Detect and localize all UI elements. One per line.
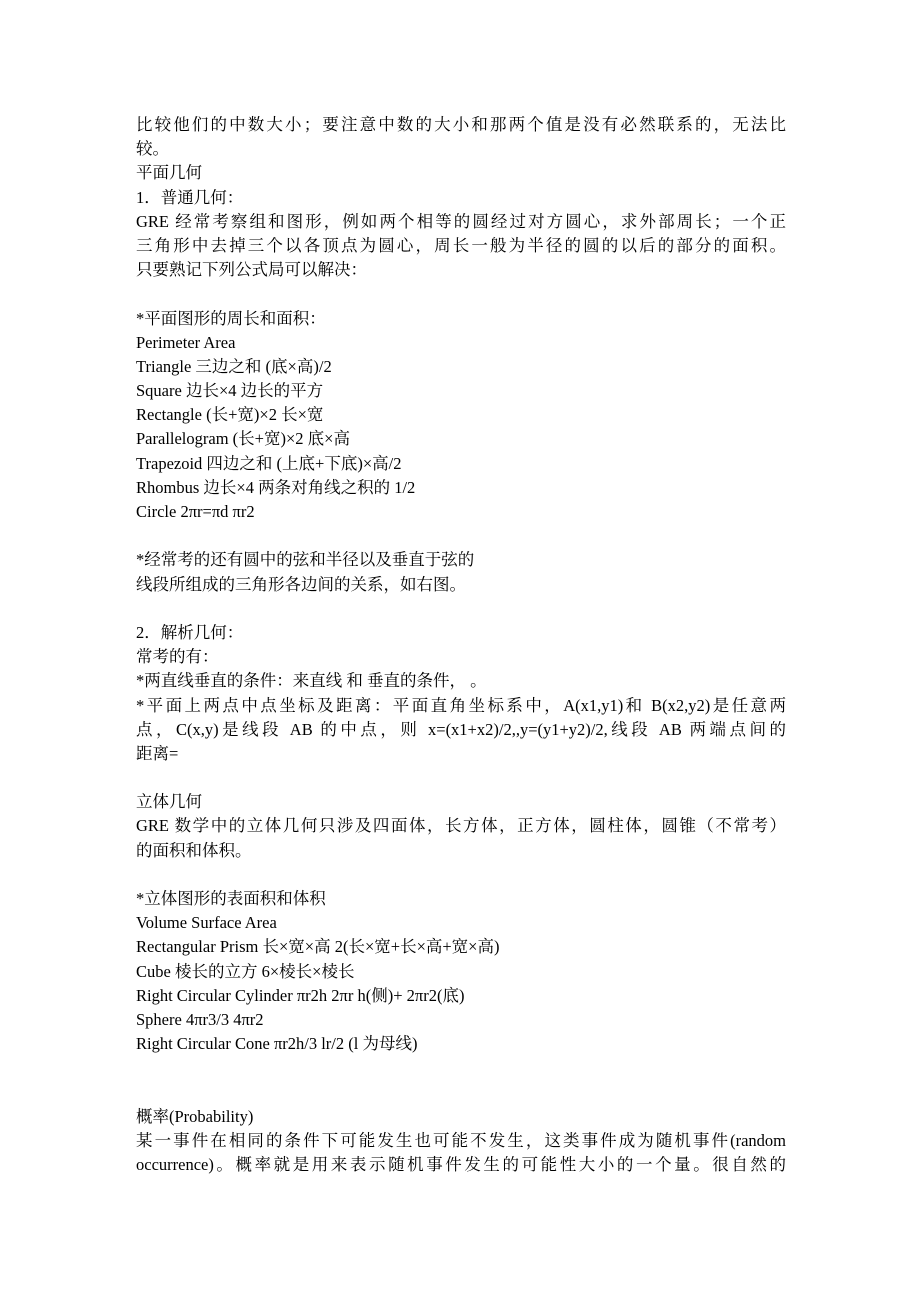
formula-row-circle: Circle 2πr=πd πr2 [136,502,255,521]
formula-row-cone: Right Circular Cone πr2h/3 lr/2 (l 为母线) [136,1034,418,1054]
blank-line [136,1056,786,1104]
formula-row-sphere: Sphere 4πr3/3 4πr2 [136,1009,264,1029]
formula-table-header: Volume Surface Area [136,913,277,933]
formula-row-rhombus: Rhombus 边长×4 两条对角线之积的 1/2 [136,477,416,497]
text-line: 线段所组成的三角形各边间的关系，如右图。 [136,574,466,594]
text-line: 点，C(x,y)是线段 AB 的中点，则 x=(x1+x2)/2,,y=(y1+y2)/2,线段 AB 两端点间的 [136,719,786,739]
text-line: GRE 经常考察组和图形，例如两个相等的圆经过对方圆心，求外部周长；一个正 [136,211,786,231]
text-line: 三角形中去掉三个以各顶点为圆心，周长一般为半径的圆的以后的部分的面积。 [136,235,786,255]
formula-row-cube: Cube 棱长的立方 6×棱长×棱长 [136,961,355,981]
formula-heading-plane: *平面图形的周长和面积： [136,308,326,328]
text-line: 某一事件在相同的条件下可能发生也可能不发生，这类事件成为随机事件(random [136,1130,786,1150]
section-heading-plane-geometry: 平面几何 [136,163,202,183]
formula-heading-solid: *立体图形的表面积和体积 [136,889,326,908]
text-line: occurrence)。概率就是用来表示随机事件发生的可能性大小的一个量。很自然的 [136,1155,786,1175]
section-heading-solid-geometry: 立体几何 [136,792,202,812]
formula-row-rectangular-prism: Rectangular Prism 长×宽×高 2(长×宽+长×高+宽×高) [136,937,500,957]
formula-row-trapezoid: Trapezoid 四边之和 (上底+下底)×高/2 [136,453,402,473]
text-line: 较。 [136,139,169,159]
text-line: 距离= [136,743,179,763]
text-line: *平面上两点中点坐标及距离：平面直角坐标系中，A(x1,y1)和 B(x2,y2)是任意两 [136,695,786,715]
blank-line [136,766,786,790]
subsection-heading-analytic-geometry: 2．解析几何： [136,622,244,642]
formula-row-cylinder: Right Circular Cylinder πr2h 2πr h(侧)+ 2πr2(底) [136,985,465,1005]
formula-table-header: Perimeter Area [136,332,236,352]
section-heading-probability: 概率(Probability) [136,1106,254,1126]
blank-line [136,524,786,548]
blank-line [136,282,786,306]
subsection-heading-general-geometry: 1．普通几何： [136,187,244,207]
text-line: *经常考的还有圆中的弦和半径以及垂直于弦的 [136,550,475,570]
blank-line [136,863,786,887]
formula-row-rectangle: Rectangle (长+宽)×2 长×宽 [136,405,324,425]
text-line: 只要熟记下列公式局可以解决： [136,260,367,280]
formula-row-triangle: Triangle 三边之和 (底×高)/2 [136,356,332,376]
text-line: 比较他们的中数大小；要注意中数的大小和那两个值是没有必然联系的，无法比 [136,115,786,134]
text-line: 常考的有： [136,647,219,667]
document-page [136,113,786,1177]
text-line: *两直线垂直的条件：来直线 和 垂直的条件， 。 [136,671,487,691]
formula-row-square: Square 边长×4 边长的平方 [136,381,324,401]
formula-row-parallelogram: Parallelogram (长+宽)×2 底×高 [136,429,350,449]
blank-line [136,597,786,621]
text-line: 的面积和体积。 [136,840,252,860]
text-line: GRE 数学中的立体几何只涉及四面体，长方体，正方体，圆柱体，圆锥（不常考） [136,816,786,836]
